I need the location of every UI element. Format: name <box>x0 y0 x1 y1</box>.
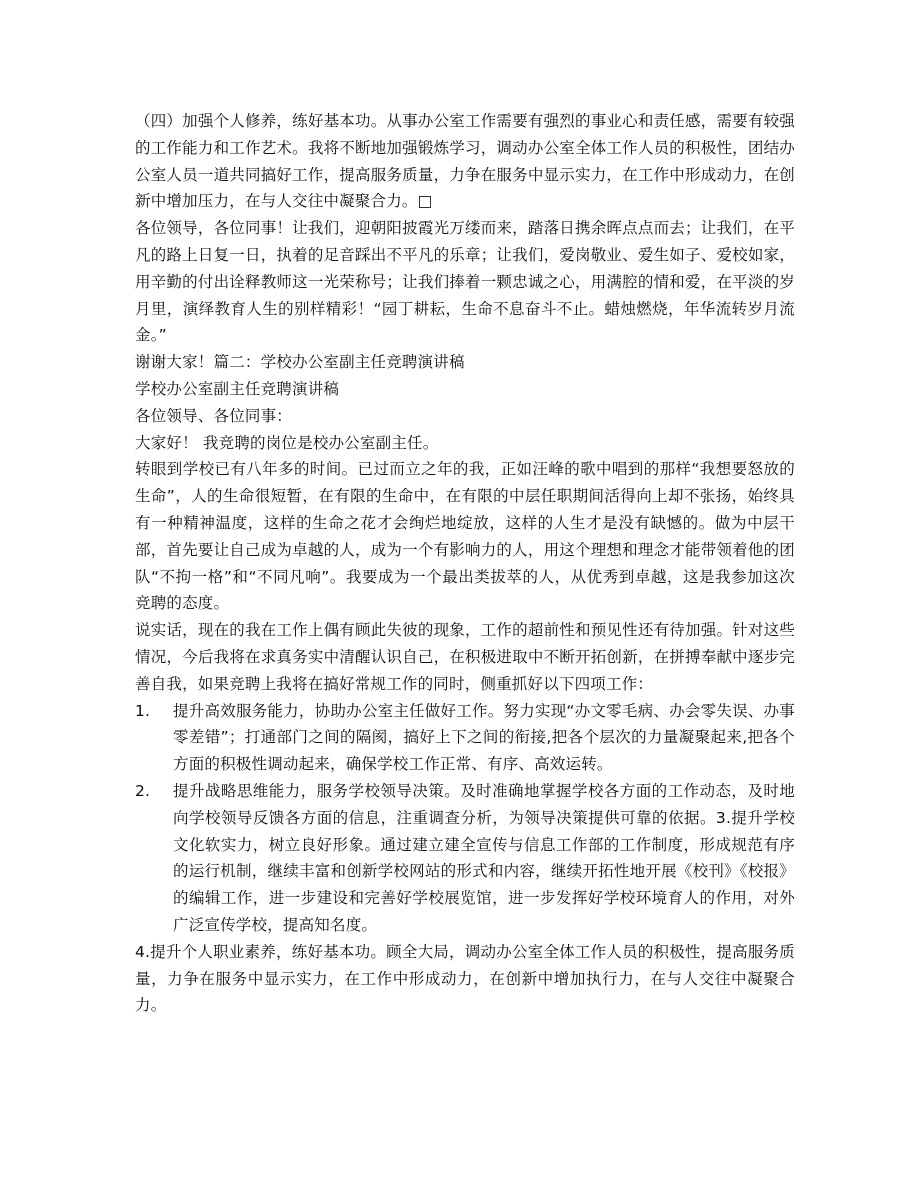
document-page <box>135 108 795 1019</box>
list-item <box>135 778 795 939</box>
list-item <box>135 698 795 778</box>
paragraph-strengthen-self-cultivation: （四）加强个人修养，练好基本功。从事办公室工作需要有强烈的事业心和责任感，需要有较强的工作能力和工作艺术。我将不断地加强锻炼学习，调动办公室全体工作人员的积极性，团结办公室人员一道共同搞好工作，提高服务质量，力争在服务中显示实力，在工作中形成动力，在创新中增加压力，在与人交往中凝聚合力。□ <box>135 112 795 211</box>
paragraph-professional-literacy: 4.提升个人职业素养，练好基本功。顾全大局，调动办公室全体工作人员的积极性，提高服务质量，力争在服务中显示实力，在工作中形成动力，在创新中增加执行力，在与人交往中凝聚合力。 <box>135 942 795 1015</box>
paragraph-thanks-and-part-two: 谢谢大家！篇二：学校办公室副主任竞聘演讲稿 <box>135 353 465 372</box>
salutation: 各位领导、各位同事： <box>135 406 293 425</box>
greeting: 大家好！ 我竞聘的岗位是校办公室副主任。 <box>135 433 439 452</box>
paragraph-closing-appeal: 各位领导，各位同事！让我们，迎朝阳披霞光万缕而来，踏落日携余晖点点而去；让我们，在平凡的路上日复一日，执着的足音踩出不平凡的乐章；让我们，爱岗敬业、爱生如子、爱校如家，用辛勤的付出诠释教师这一光荣称号；让我们捧着一颗忠诚之心，用满腔的情和爱，在平淡的岁月里，演绎教育人生的别样精彩！“园丁耕耘，生命不息奋斗不止。蜡烛燃烧，年华流转岁月流金。” <box>135 219 795 345</box>
list-item-text: 提升高效服务能力，协助办公室主任做好工作。努力实现“办文零毛病、办会零失误、办事零差错”；打通部门之间的隔阂，搞好上下之间的衔接,把各个层次的力量凝聚起来,把各个方面的积极性调动起来，确保学校工作正常、有序、高效运转。 <box>173 701 795 774</box>
speech-title: 学校办公室副主任竞聘演讲稿 <box>135 379 340 398</box>
paragraph-eight-years: 转眼到学校已有八年多的时间。已过而立之年的我，正如汪峰的歌中唱到的那样“我想要怒放的生命”，人的生命很短暂，在有限的生命中，在有限的中层任职期间活得向上却不张扬，始终具有一种精神温度，这样的生命之花才会绚烂地绽放，这样的人生才是没有缺憾的。做为中层干部，首先要让自己成为卓越的人，成为一个有影响力的人，用这个理想和理念才能带领着他的团队“不拘一格”和“不同凡响”。我要成为一个最出类拔萃的人，从优秀到卓越，这是我参加这次竞聘的态度。 <box>135 460 795 613</box>
list-item-number: 2. <box>135 781 151 800</box>
list-item-number: 1. <box>135 701 151 720</box>
list-item-text: 提升战略思维能力，服务学校领导决策。及时准确地掌握学校各方面的工作动态，及时地向学校领导反馈各方面的信息，注重调查分析，为领导决策提供可靠的依据。3.提升学校文化软实力，树立良好形象。通过建立建全宣传与信息工作部的工作制度，形成规范有序的运行机制，继续丰富和创新学校网站的形式和内容，继续开拓性地开展《校刊》《校报》的编辑工作，进一步建设和完善好学校展览馆，进一步发挥好学校环境育人的作用，对外广泛宣传学校，提高知名度。 <box>173 781 795 934</box>
paragraph-honest-words: 说实话，现在的我在工作上偶有顾此失彼的现象，工作的超前性和预见性还有待加强。针对这些情况，今后我将在求真务实中清醒认识自己，在积极进取中不断开拓创新，在拼搏奉献中逐步完善自我，如果竞聘上我将在搞好常规工作的同时，侧重抓好以下四项工作： <box>135 621 795 693</box>
